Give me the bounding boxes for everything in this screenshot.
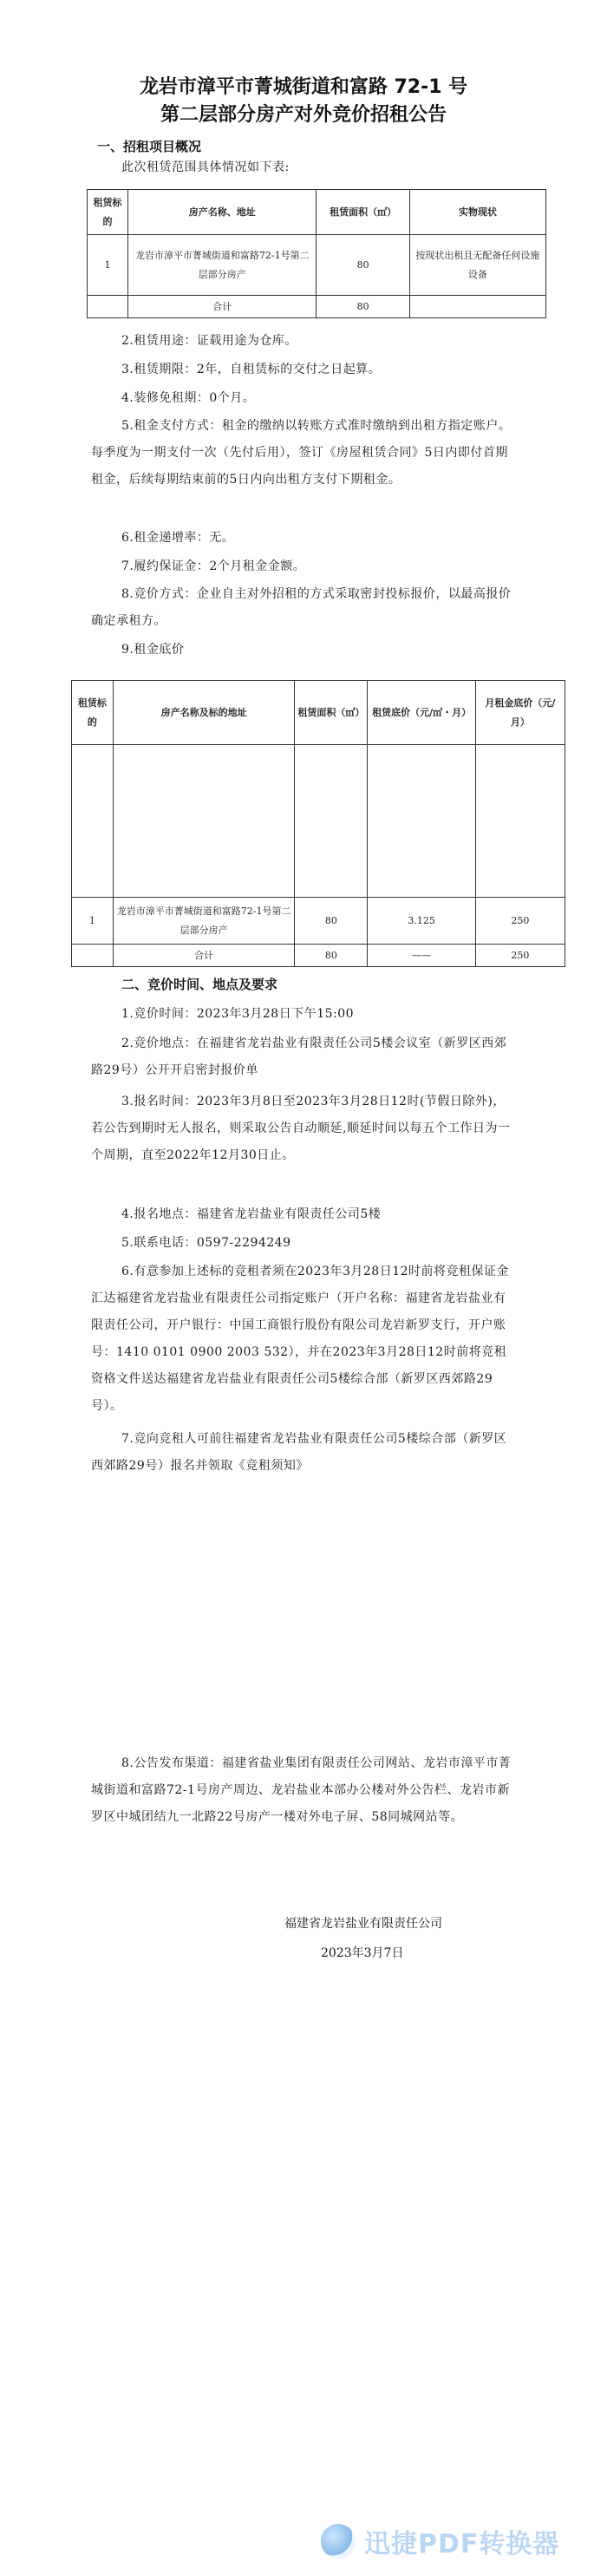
item-6-increase: 6.租金递增率：无。 bbox=[121, 531, 235, 545]
item-9-base-rent: 9.租金底价 bbox=[121, 643, 185, 657]
watermark bbox=[321, 2520, 607, 2563]
s2-item-3-registration-time: 3.报名时间：2023年3月8日至2023年3月28日12时(节假日除外)，若公告到期时无人报名，则采取公告自动顺延,顺延时间以每五个工作日为一个周期，直至2022年12月30日止。 bbox=[91, 1095, 511, 1162]
watermark-text: 迅捷PDF转换器 bbox=[364, 2529, 560, 2560]
s2-item-6-deposit-account: 6.有意参加上述标的竞租者须在2023年3月28日12时前将竞租保证金汇达福建省龙岩盐业有限责任公司指定账户（开户名称：福建省龙岩盐业有限责任公司，开户银行：中国工商银行股份有限公司龙岩新罗支行，开户账号：1410 0101 0900 2003 532），并在2023年3月28日12时前将竞租资格文件送达福建省龙岩盐业有限责任公司5楼综合部（新罗区西郊路29号）。 bbox=[91, 1265, 510, 1413]
s2-item-7-bid-notice: 7.竞向竞租人可前往福建省龙岩盐业有限责任公司5楼综合部（新罗区西郊路29号）报名并领取《竞租须知》 bbox=[91, 1432, 507, 1473]
t1-row-property: 龙岩市漳平市菁城街道和富路72-1号第二层部分房产 bbox=[128, 235, 317, 296]
signature-company: 福建省龙岩盐业有限责任公司 bbox=[284, 1917, 442, 1931]
s2-item-5-phone: 5.联系电话：0597-2294249 bbox=[121, 1236, 291, 1250]
t2-header-area: 租赁面积（㎡） bbox=[295, 681, 368, 745]
item-3-term: 3.租赁期限：2年，自租赁标的交付之日起算。 bbox=[121, 363, 382, 376]
signature-date: 2023年3月7日 bbox=[321, 1946, 404, 1960]
s2-item-8-channels: 8.公告发布渠道：福建省盐业集团有限责任公司网站、龙岩市漳平市菁城街道和富路72-1号房产周边、龙岩盐业本部办公楼对外公告栏、龙岩市新罗区中城团结九一北路22号房产一楼对外电子屏、58同城网站等。 bbox=[91, 1756, 512, 1824]
t2-total-monthly-rent: 250 bbox=[475, 945, 565, 967]
item-7-deposit: 7.履约保证金：2个月租金金额。 bbox=[121, 559, 306, 573]
section2-heading: 二、竞价时间、地点及要求 bbox=[121, 977, 278, 992]
item-4-free-period: 4.装修免租期：0个月。 bbox=[121, 391, 256, 405]
s2-item-4-registration-place: 4.报名地点：福建省龙岩盐业有限责任公司5楼 bbox=[121, 1207, 382, 1221]
t2-row-base-price: 3.125 bbox=[368, 898, 475, 945]
converter-logo-icon bbox=[321, 2524, 356, 2559]
t2-row-property: 龙岩市漳平市菁城街道和富路72-1号第二层部分房产 bbox=[113, 898, 295, 945]
section1-intro: 此次租赁范围具体情况如下表: bbox=[121, 160, 290, 174]
t1-header-property: 房产名称、地址 bbox=[128, 190, 317, 235]
t2-header-property: 房产名称及标的地址 bbox=[113, 681, 295, 745]
t1-row-condition: 按现状出租且无配备任何设施设备 bbox=[409, 235, 545, 296]
t1-header-area: 租赁面积（㎡） bbox=[317, 190, 409, 235]
t2-row-monthly-rent: 250 bbox=[475, 898, 565, 945]
t1-row-area: 80 bbox=[317, 235, 409, 296]
t2-header-monthly-rent: 月租金底价（元/月） bbox=[475, 681, 565, 745]
notice-title-line1: 龙岩市漳平市菁城街道和富路 72-1 号 bbox=[139, 76, 468, 98]
s2-item-1-time: 1.竞价时间：2023年3月28日下午15:00 bbox=[121, 1007, 355, 1021]
t2-header-base-price: 租赁底价（元/㎡・月） bbox=[368, 681, 475, 745]
section1-heading: 一、招租项目概况 bbox=[97, 139, 202, 154]
s2-item-2-place: 2.竞价地点：在福建省龙岩盐业有限责任公司5楼会议室（新罗区西郊路29号）公开开启密封报价单 bbox=[91, 1036, 507, 1077]
t2-total-area: 80 bbox=[295, 945, 368, 967]
t2-row-target: 1 bbox=[72, 898, 114, 945]
t2-row-area: 80 bbox=[295, 898, 368, 945]
base-rent-table bbox=[71, 680, 565, 967]
t1-total-area: 80 bbox=[317, 296, 409, 318]
t1-total-label: 合计 bbox=[128, 296, 317, 318]
t1-row-target: 1 bbox=[88, 235, 128, 296]
t1-header-target: 租赁标的 bbox=[88, 190, 128, 235]
t1-header-condition: 实物现状 bbox=[409, 190, 545, 235]
t2-total-base-price: —— bbox=[368, 945, 475, 967]
item-8-bidding: 8.竞价方式：企业自主对外招租的方式采取密封投标报价，以最高报价确定承租方。 bbox=[91, 587, 512, 628]
item-2-use: 2.租赁用途：证载用途为仓库。 bbox=[121, 334, 297, 348]
t2-header-target: 租赁标的 bbox=[72, 681, 114, 745]
lease-scope-table bbox=[87, 189, 546, 318]
item-5-payment: 5.租金支付方式：租金的缴纳以转账方式准时缴纳到出租方指定账户。每季度为一期支付一次（先付后用），签订《房屋租赁合同》5日内即付首期租金，后续每期结束前的5日内向出租方支付下期租金。 bbox=[91, 419, 512, 487]
t2-total-label: 合计 bbox=[113, 945, 295, 967]
notice-title-line2: 第二层部分房产对外竞价招租公告 bbox=[160, 104, 447, 126]
